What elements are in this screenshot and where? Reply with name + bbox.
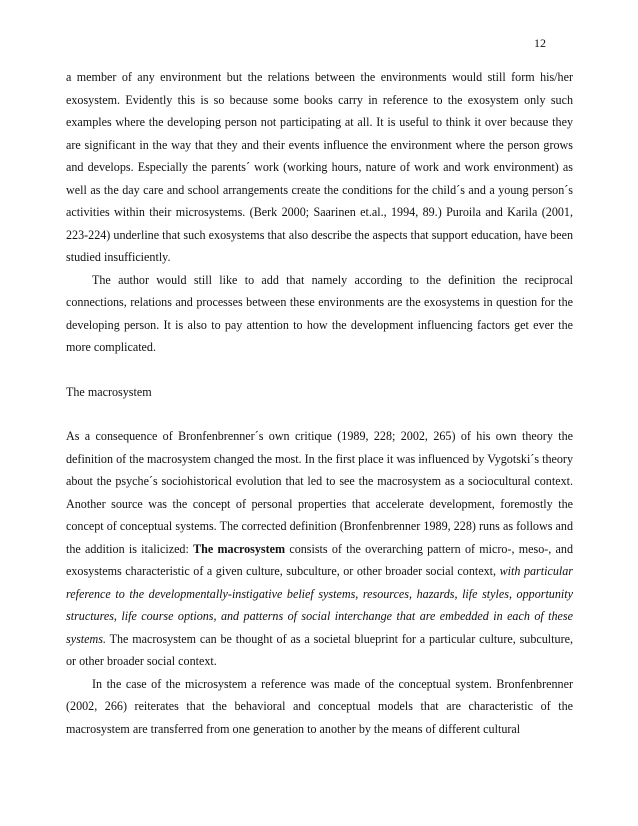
definition-italic-addition: with particular reference to the developmentally-instigative belief systems, resources, hazards, life styles, opportunity structures, life course options, and patterns of social interchange that are embedded in each of these systems. bbox=[66, 564, 573, 646]
definition-bold-term: The macrosystem bbox=[193, 541, 286, 556]
page-number: 12 bbox=[534, 36, 546, 50]
document-body bbox=[66, 66, 573, 740]
paragraph-exosystem: a member of any environment but the relations between the environments would still form his/her exosystem. Evidently this is so because some books carry in reference to the exosystem only such examples where the developing person not participating at all. It is useful to think it over because they are significant in the way that they and their events influence the environment where the person grows and develops. Especially the parents´ work (working hours, nature of work and work environment) as well as the day care and school arrangements create the conditions for the child´s and a young person´s activities within their microsystems. (Berk 2000; Saarinen et.al., 1994, 89.) Puroila and Karila (2001, 223-224) underline that such exosystems that also describe the aspects that support education, have been studied insufficiently. bbox=[66, 70, 573, 264]
definition-text-a: As a consequence of Bronfenbrenner´s own critique (1989, 228; 2002, 265) of his own theory the definition of the macrosystem changed the most. In the first place it was influenced by Vygotski´s theory about the psyche´s sociohistorical evolution that led to see the macrosystem as a sociocultural context. Another source was the concept of personal properties that accelerate development, foremostly the concept of conceptual systems. The corrected definition (Bronfenbrenner 1989, 228) runs as follows and the addition is italicized: bbox=[66, 429, 573, 556]
section-heading-macrosystem: The macrosystem bbox=[66, 384, 152, 399]
paragraph-author-note: The author would still like to add that namely according to the definition the reciprocal connections, relations and processes between these environments are the exosystems in question for the developing person. It is also to pay attention to how the development influencing factors get ever the more complicated. bbox=[66, 272, 573, 354]
definition-text-c: The macrosystem can be thought of as a societal blueprint for a particular culture, subculture, or other broader social context. bbox=[66, 631, 573, 668]
paragraph-macrosystem-definition bbox=[66, 425, 573, 673]
definition-text-b: consists of the overarching pattern of micro-, meso-, and exosystems characteristic of a given culture, subculture, or other broader social context, bbox=[66, 541, 573, 578]
paragraph-microsystem-reference: In the case of the microsystem a reference was made of the conceptual system. Bronfenbrenner (2002, 266) reiterates that the behavioral and conceptual models that are characteristic of the macrosystem are transferred from one generation to another by the means of different cultural bbox=[66, 676, 573, 736]
